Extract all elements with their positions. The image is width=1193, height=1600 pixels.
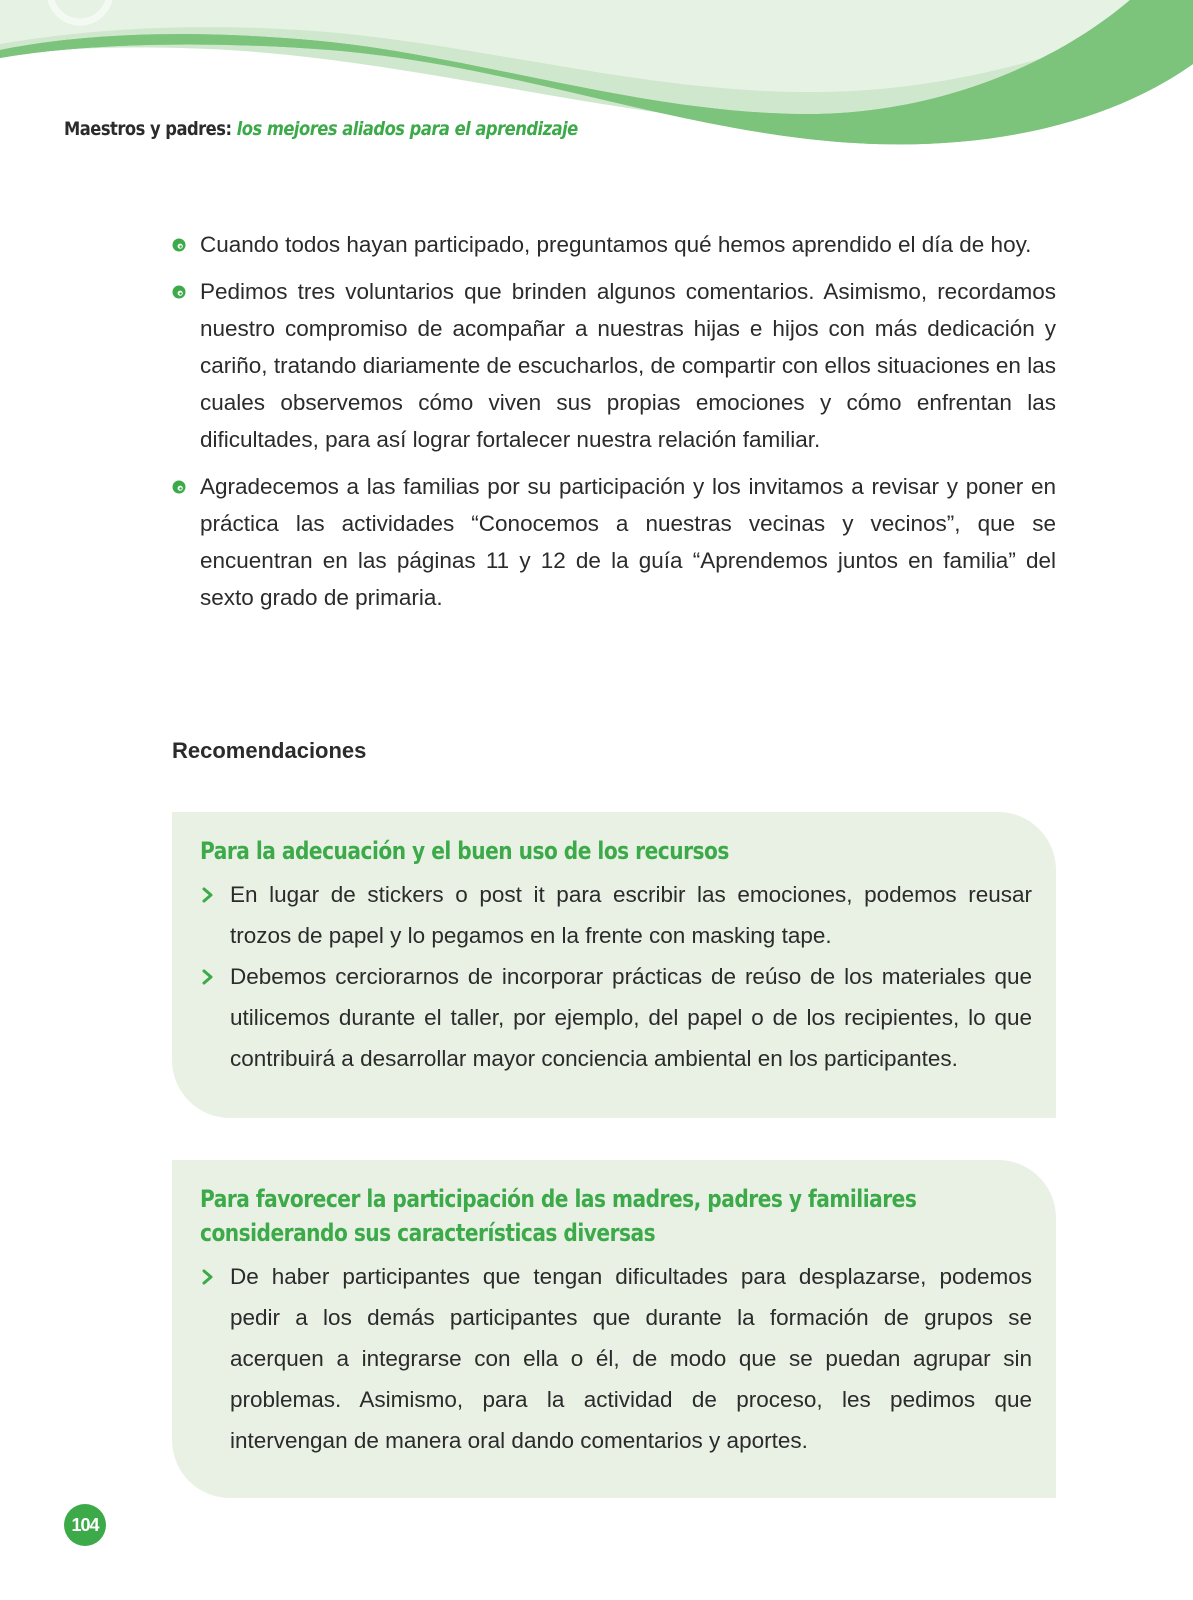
item-text: Debemos cerciorarnos de incorporar prácticas de reúso de los materiales que utilicemos durante el taller, por ejemplo, del papel o de los recipientes, lo que contribuirá a desarrollar mayor conciencia ambiental en los participantes. [230,964,1032,1071]
recommendation-box-resources [172,812,1056,1118]
list-item [200,874,1032,956]
page-number: 104 [64,1504,106,1546]
recommendation-box-participation [172,1160,1056,1498]
list-item [200,956,1032,1079]
list-item [172,226,1056,263]
header-title-main: Maestros y padres: [64,118,232,140]
item-text: En lugar de stickers o post it para escribir las emociones, podemos reusar trozos de papel y lo pegamos en la frente con masking tape. [230,882,1032,948]
chevron-right-icon [202,887,214,903]
recommendation-list [200,874,1032,1079]
list-item [172,468,1056,616]
box-title: Para favorecer la participación de las madres, padres y familiares considerando sus características diversas [200,1185,917,1247]
box-title: Para la adecuación y el buen uso de los recursos [200,837,729,865]
recommendation-list [200,1256,1032,1461]
section-title: Recomendaciones [172,738,367,763]
green-dot-bullet-icon [172,238,186,252]
chevron-right-icon [202,1269,214,1285]
bullet-text: Cuando todos hayan participado, preguntamos qué hemos aprendido el día de hoy. [200,232,1032,257]
list-item [172,273,1056,458]
header-title-sub: los mejores aliados para el aprendizaje [236,118,578,140]
bullet-text: Pedimos tres voluntarios que brinden algunos comentarios. Asimismo, recordamos nuestro compromiso de acompañar a nuestras hijas e hijos con más dedicación y cariño, tratando diariamente de escucharlos, de compartir con ellos situaciones en las cuales observemos cómo viven sus propias emociones y cómo enfrentan las dificultades, para así lograr fortalecer nuestra relación familiar. [200,279,1056,452]
green-dot-bullet-icon [172,480,186,494]
activity-bullet-list [172,226,1056,626]
green-dot-bullet-icon [172,285,186,299]
item-text: De haber participantes que tengan dificultades para desplazarse, podemos pedir a los demás participantes que durante la formación de grupos se acerquen a integrarse con ella o él, de modo que se puedan agrupar sin problemas. Asimismo, para la actividad de proceso, les pedimos que intervengan de manera oral dando comentarios y aportes. [230,1264,1032,1453]
running-header [64,118,578,140]
bullet-text: Agradecemos a las familias por su participación y los invitamos a revisar y poner en práctica las actividades “Conocemos a nuestras vecinas y vecinos”, que se encuentran en las páginas 11 y 12 de la guía “Aprendemos juntos en familia” del sexto grado de primaria. [200,474,1056,610]
chevron-right-icon [202,969,214,985]
list-item [200,1256,1032,1461]
